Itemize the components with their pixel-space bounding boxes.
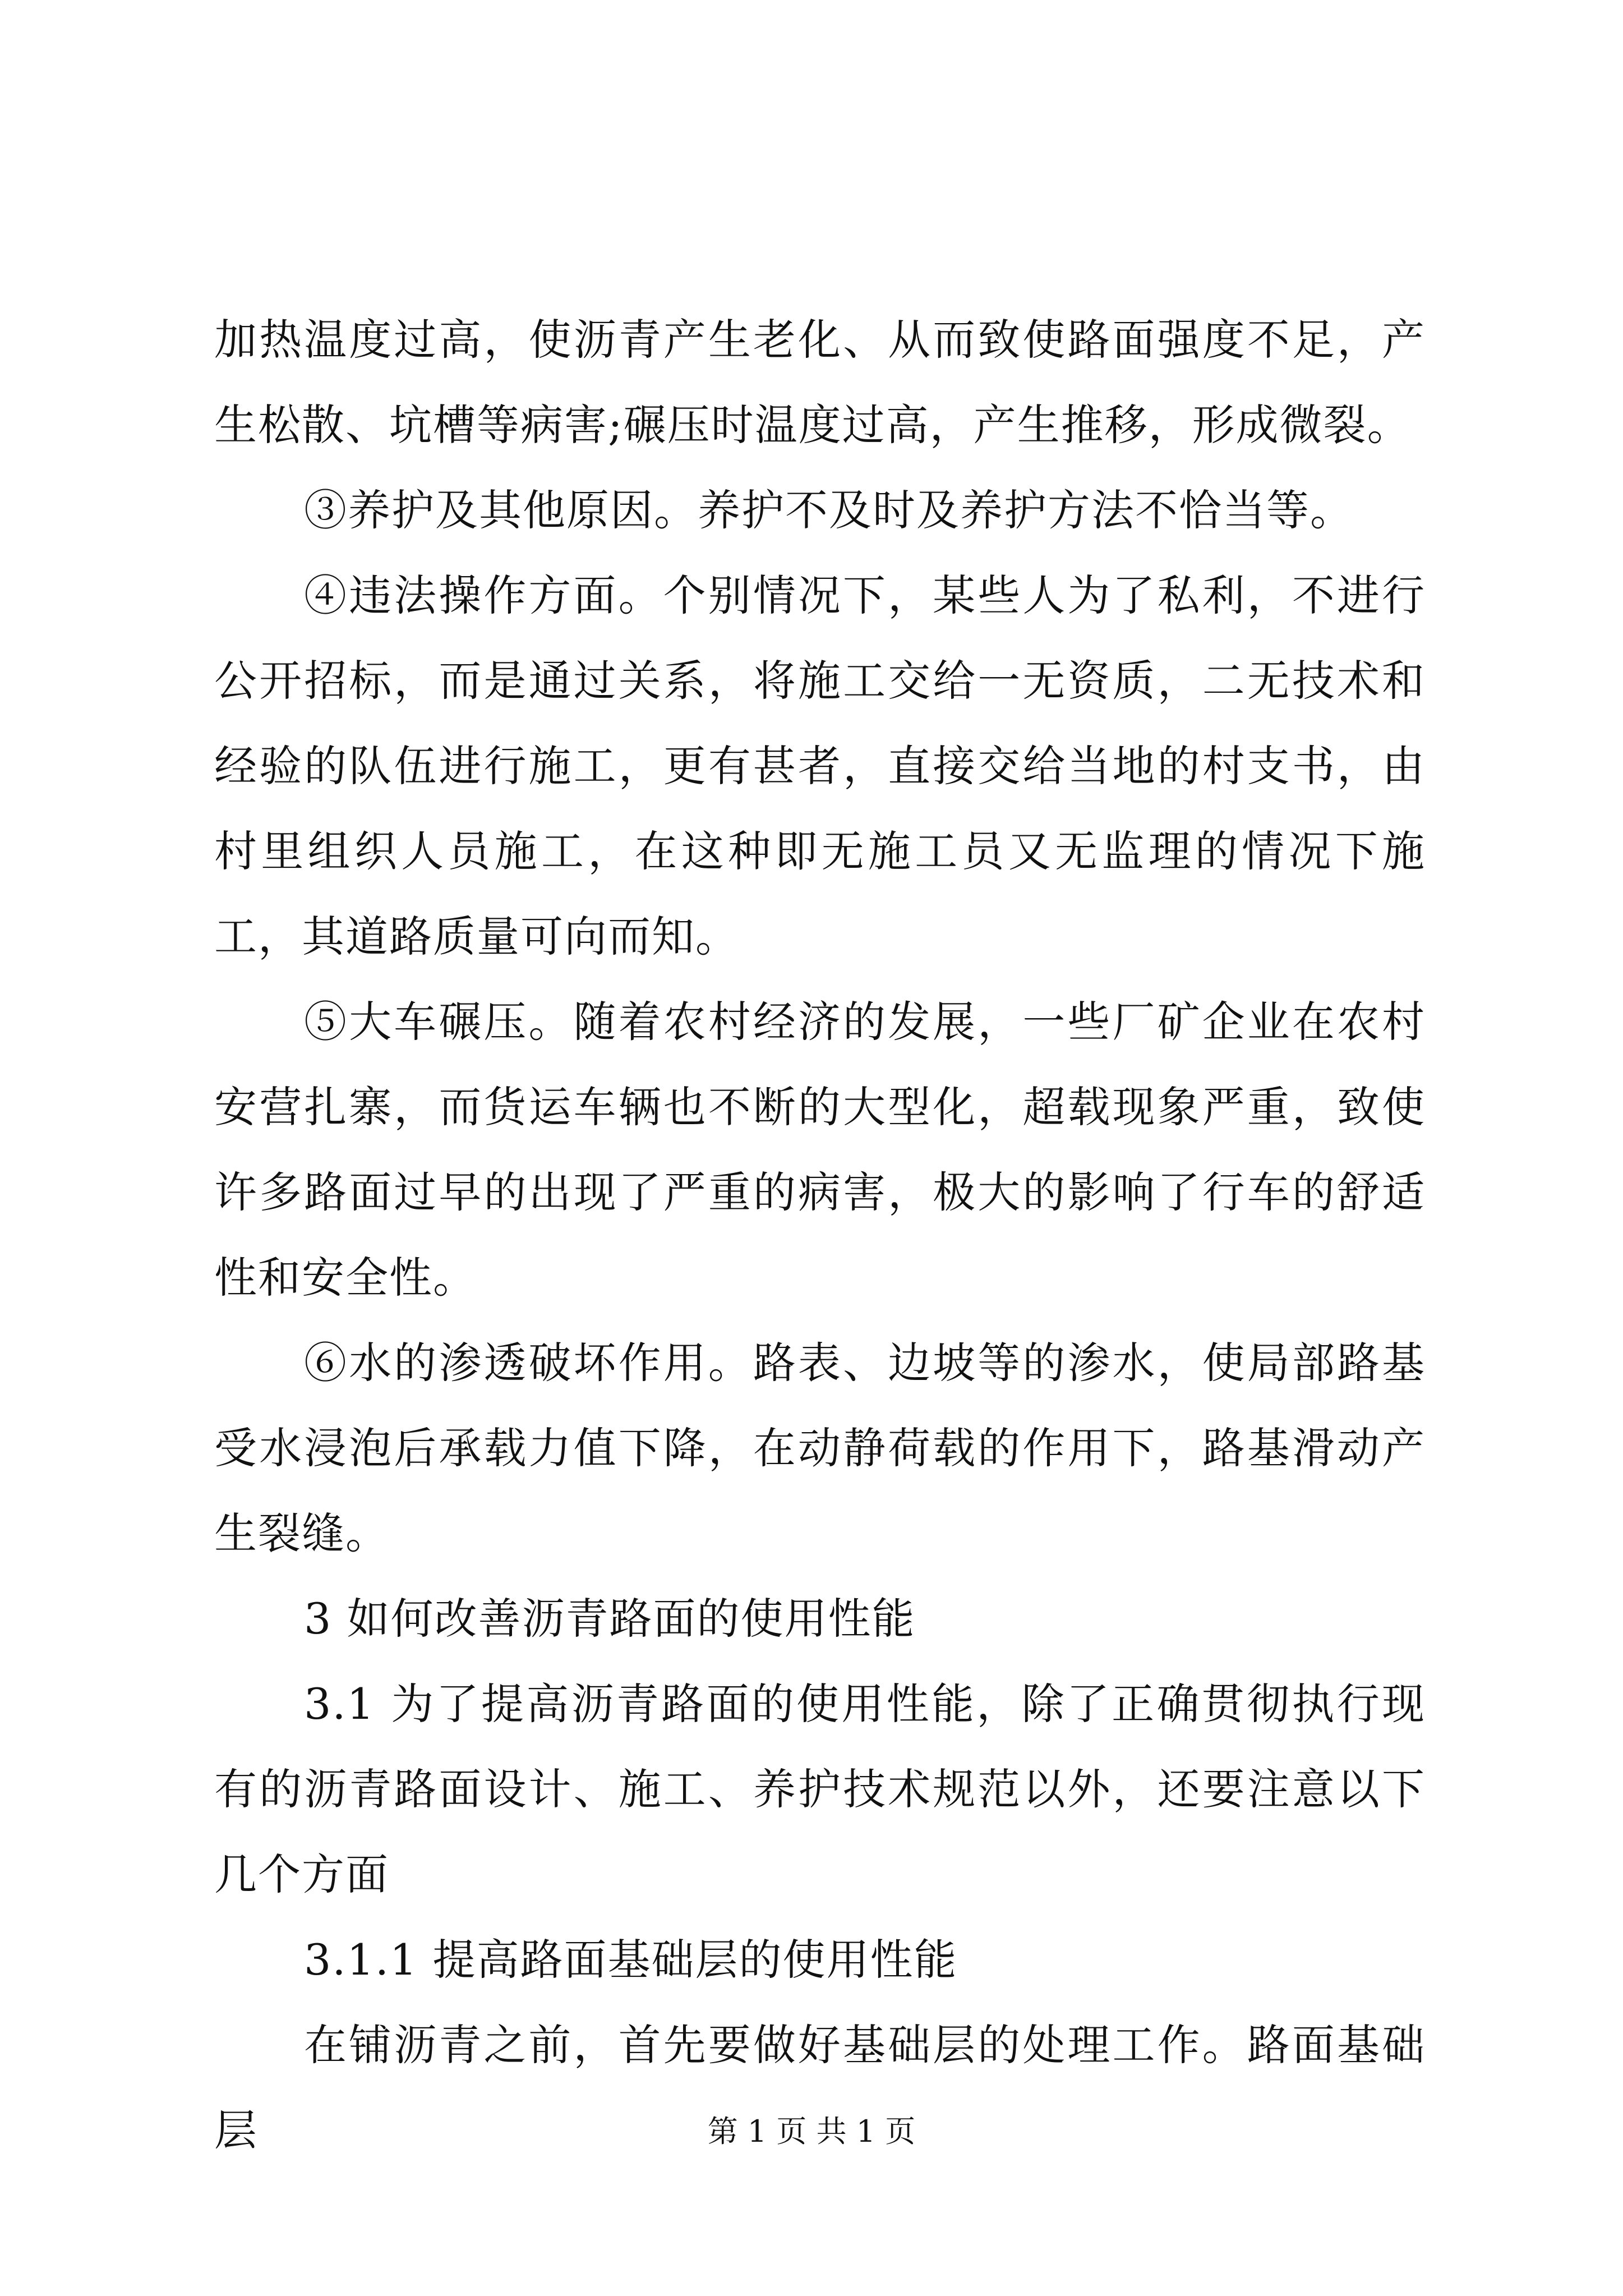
page-footer bbox=[0, 2112, 1623, 2151]
paragraph-2: ③养护及其他原因。养护不及时及养护方法不恰当等。 bbox=[304, 485, 1354, 535]
subsection-heading-3-1-1: 3.1.1 提高路面基础层的使用性能 bbox=[304, 1935, 958, 1985]
paragraph-3: ④违法操作方面。个别情况下，某些人为了私利，不进行公开招标，而是通过关系，将施工交给一无资质，二无技术和经验的队伍进行施工，更有甚者，直接交给当地的村支书，由村里组织人员施工，在这种即无施工员又无监理的情况下施工，其道路质量可向而知。 bbox=[214, 570, 1426, 961]
paragraph-4: ⑤大车碾压。随着农村经济的发展，一些厂矿企业在农村安营扎寨，而货运车辆也不断的大型化，超载现象严重，致使许多路面过早的出现了严重的病害，极大的影响了行车的舒适性和安全性。 bbox=[214, 997, 1426, 1303]
paragraph-9: 在铺沥青之前，首先要做好基础层的处理工作。路面基础层 bbox=[214, 2020, 1426, 2155]
paragraph-5: ⑥水的渗透破坏作用。路表、边坡等的渗水，使局部路基受水浸泡后承载力值下降，在动静荷载的作用下，路基滑动产生裂缝。 bbox=[214, 1338, 1426, 1558]
section-heading-3: 3 如何改善沥青路面的使用性能 bbox=[304, 1594, 916, 1644]
page-number-label: 第 1 页 共 1 页 bbox=[707, 2114, 916, 2149]
subsection-heading-3-1: 3.1 为了提高沥青路面的使用性能，除了正确贯彻执行现有的沥青路面设计、施工、养护技术规范以外，还要注意以下几个方面 bbox=[214, 1679, 1426, 1899]
paragraph-1: 加热温度过高，使沥青产生老化、从而致使路面强度不足，产生松散、坑槽等病害;碾压时温度过高，产生推移，形成微裂。 bbox=[214, 315, 1426, 450]
document-body bbox=[214, 297, 1426, 2173]
